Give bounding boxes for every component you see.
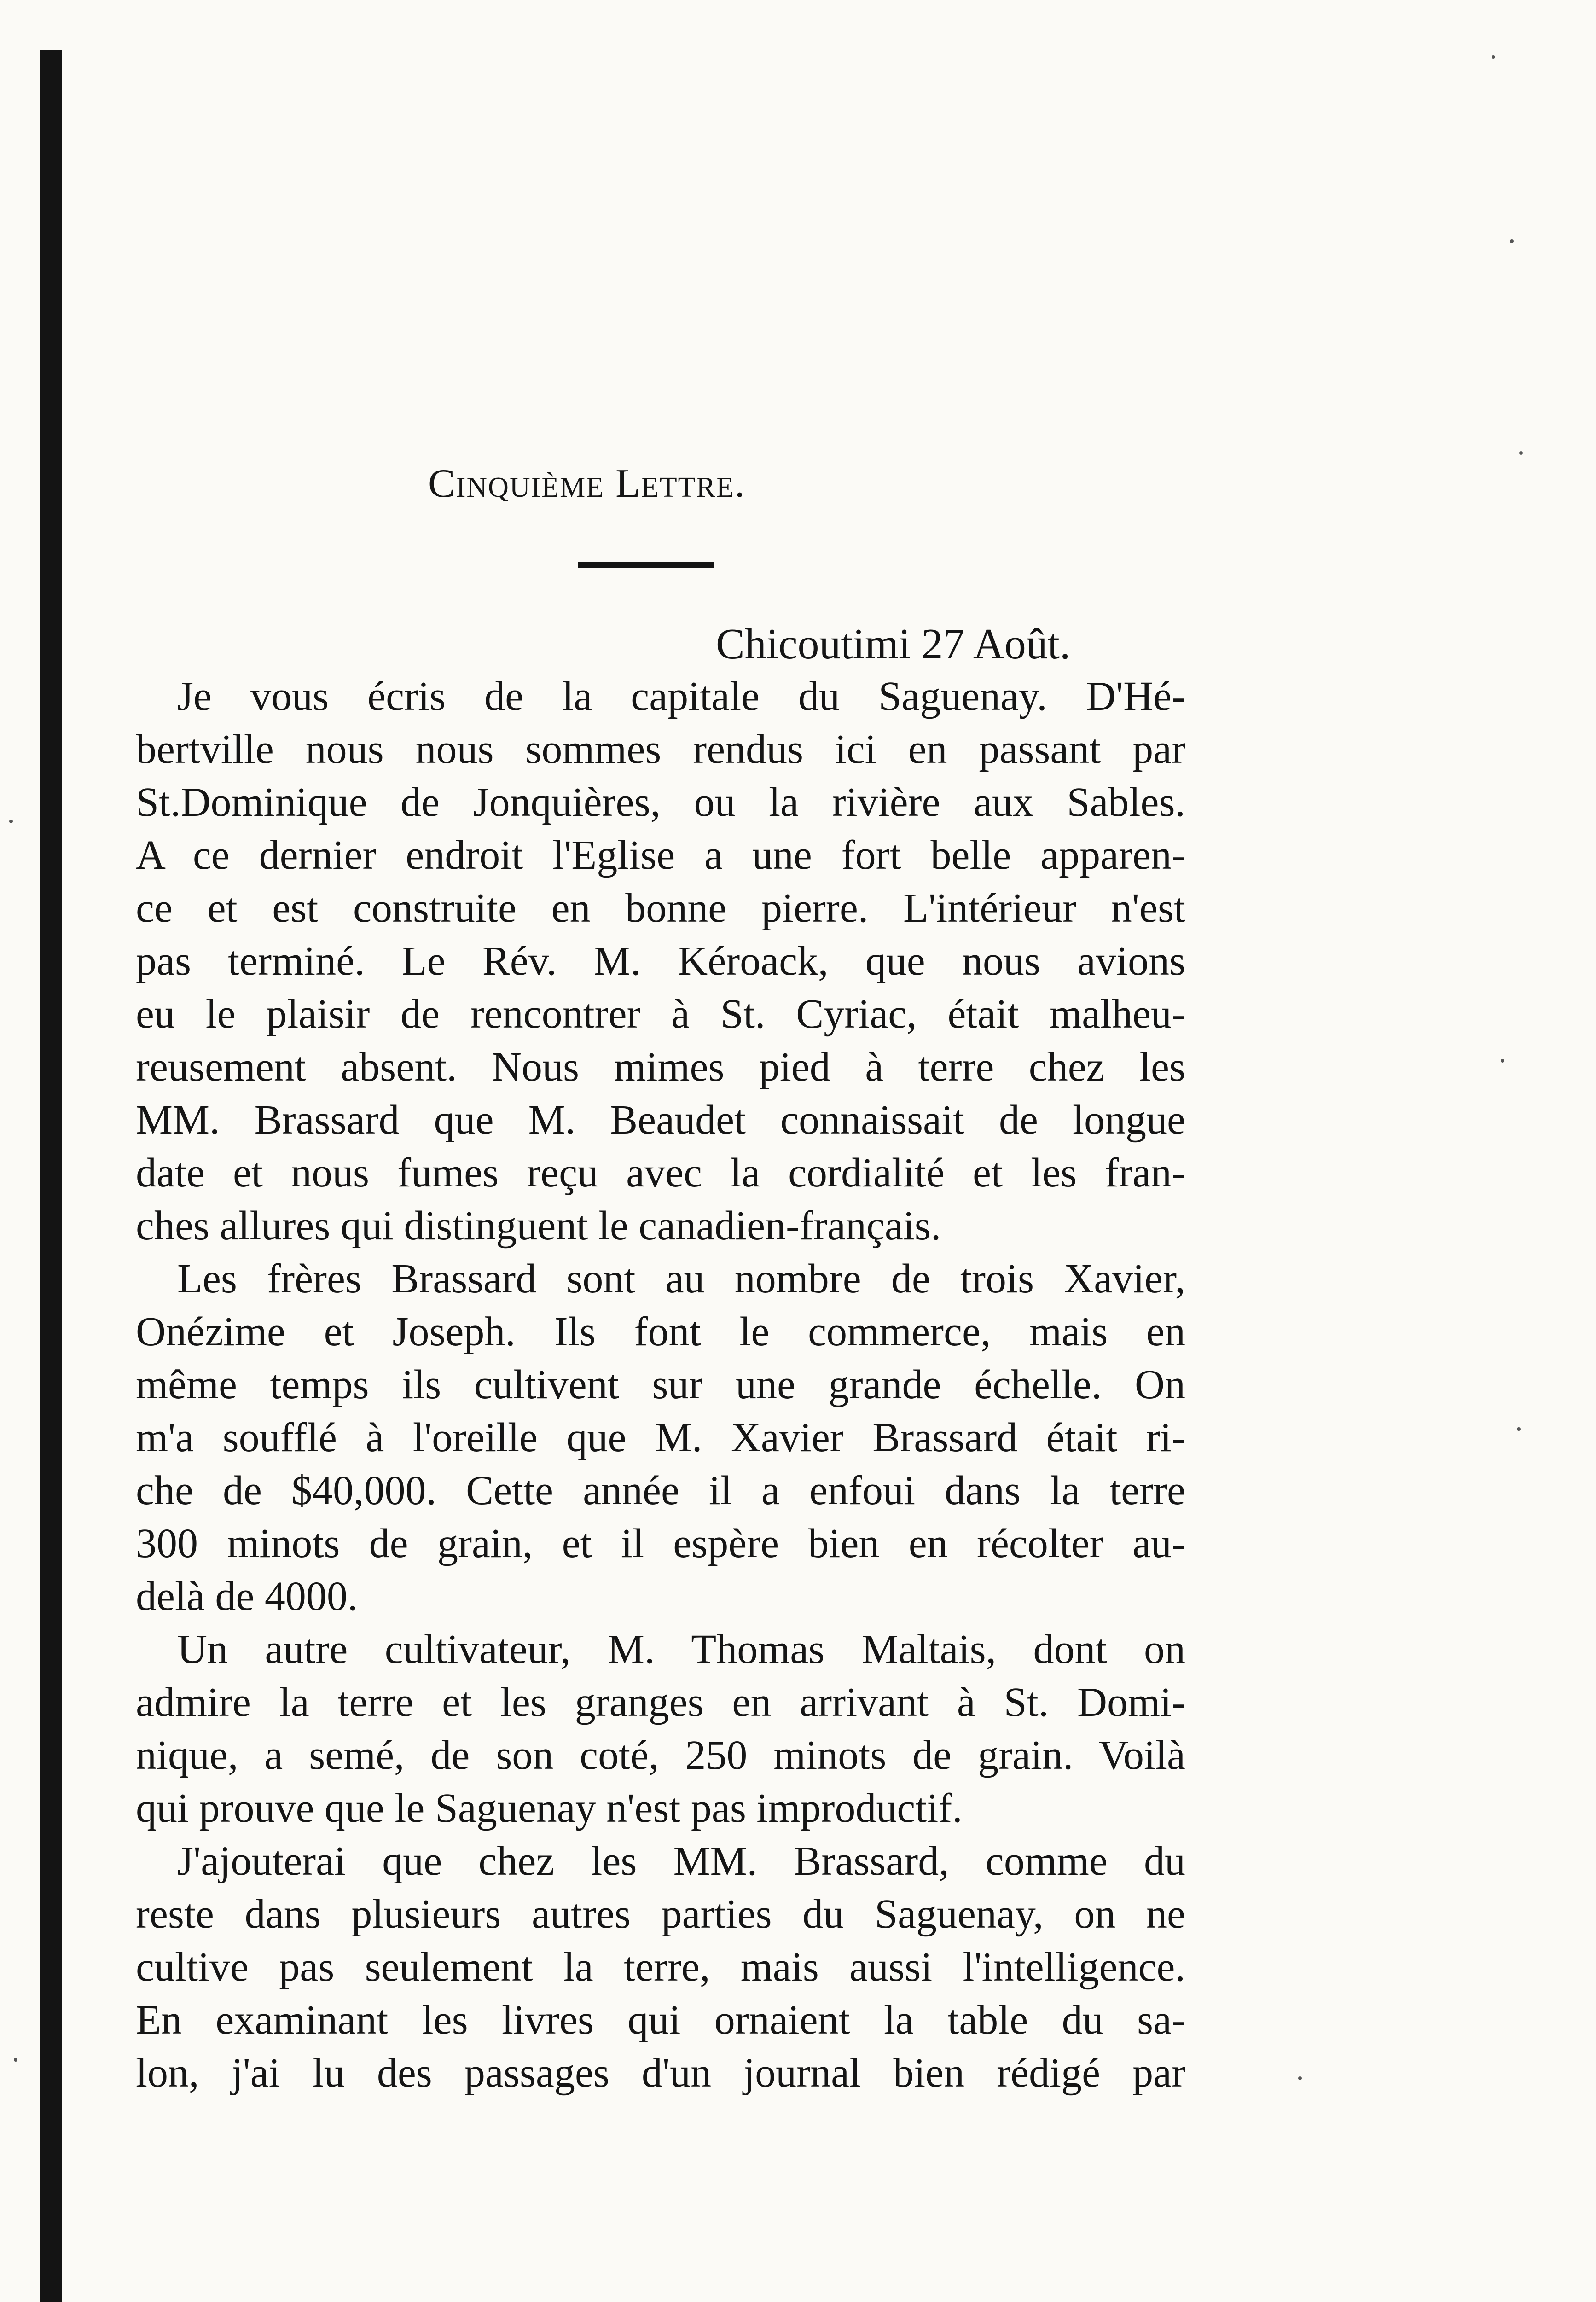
- text-line: pas terminé. Le Rév. M. Kéroack, que nous avions: [136, 938, 1185, 984]
- text-line: qui prouve que le Saguenay n'est pas improductif.: [136, 1785, 963, 1831]
- text-line: m'a soufflé à l'oreille que M. Xavier Brassard était ri-: [136, 1415, 1185, 1460]
- title-rule: [578, 562, 714, 568]
- dateline: Chicoutimi 27 Août.: [716, 620, 1071, 668]
- scan-speck: [9, 820, 13, 823]
- text-line: ce et est construite en bonne pierre. L'intérieur n'est: [136, 885, 1185, 931]
- text-line: J'ajouterai que chez les MM. Brassard, comme du: [177, 1838, 1185, 1884]
- letter-title: Cinquième Lettre.: [428, 461, 746, 506]
- scan-speck: [1492, 55, 1495, 59]
- text-line: A ce dernier endroit l'Eglise a une fort belle apparen-: [136, 832, 1185, 878]
- text-line: même temps ils cultivent sur une grande échelle. On: [136, 1362, 1185, 1407]
- text-line: ches allures qui distinguent le canadien-français.: [136, 1203, 941, 1249]
- scan-speck: [1298, 2076, 1302, 2080]
- scan-speck: [1519, 451, 1523, 455]
- text-line: nique, a semé, de son coté, 250 minots de grain. Voilà: [136, 1732, 1185, 1778]
- text-line: Les frères Brassard sont au nombre de trois Xavier,: [177, 1256, 1185, 1302]
- text-line: cultive pas seulement la terre, mais aussi l'intelligence.: [136, 1944, 1185, 1990]
- page-binding-edge: [40, 50, 62, 2302]
- text-line: reste dans plusieurs autres parties du Saguenay, on ne: [136, 1891, 1185, 1937]
- text-line: St.Dominique de Jonquières, ou la rivière aux Sables.: [136, 779, 1185, 825]
- scan-speck: [1501, 1059, 1504, 1063]
- text-line: delà de 4000.: [136, 1574, 358, 1619]
- text-line: En examinant les livres qui ornaient la table du sa-: [136, 1997, 1185, 2043]
- text-line: 300 minots de grain, et il espère bien en récolter au-: [136, 1521, 1185, 1566]
- text-line: date et nous fumes reçu avec la cordialité et les fran-: [136, 1150, 1185, 1196]
- text-line: bertville nous nous sommes rendus ici en passant par: [136, 727, 1185, 772]
- text-line: reusement absent. Nous mimes pied à terre chez les: [136, 1044, 1185, 1090]
- scan-speck: [14, 2058, 17, 2062]
- body-text: [136, 670, 1185, 2099]
- text-line: MM. Brassard que M. Beaudet connaissait de longue: [136, 1097, 1185, 1143]
- text-line: lon, j'ai lu des passages d'un journal bien rédigé par: [136, 2050, 1185, 2096]
- text-line: Un autre cultivateur, M. Thomas Maltais, dont on: [177, 1627, 1185, 1672]
- text-line: Je vous écris de la capitale du Saguenay. D'Hé-: [177, 674, 1185, 719]
- text-line: che de $40,000. Cette année il a enfoui dans la terre: [136, 1468, 1185, 1513]
- scan-speck: [1517, 1427, 1521, 1431]
- text-line: eu le plaisir de rencontrer à St. Cyriac, était malheu-: [136, 991, 1185, 1037]
- text-line: Onézime et Joseph. Ils font le commerce, mais en: [136, 1309, 1185, 1354]
- scan-speck: [1510, 239, 1514, 243]
- text-line: admire la terre et les granges en arrivant à St. Domi-: [136, 1680, 1185, 1725]
